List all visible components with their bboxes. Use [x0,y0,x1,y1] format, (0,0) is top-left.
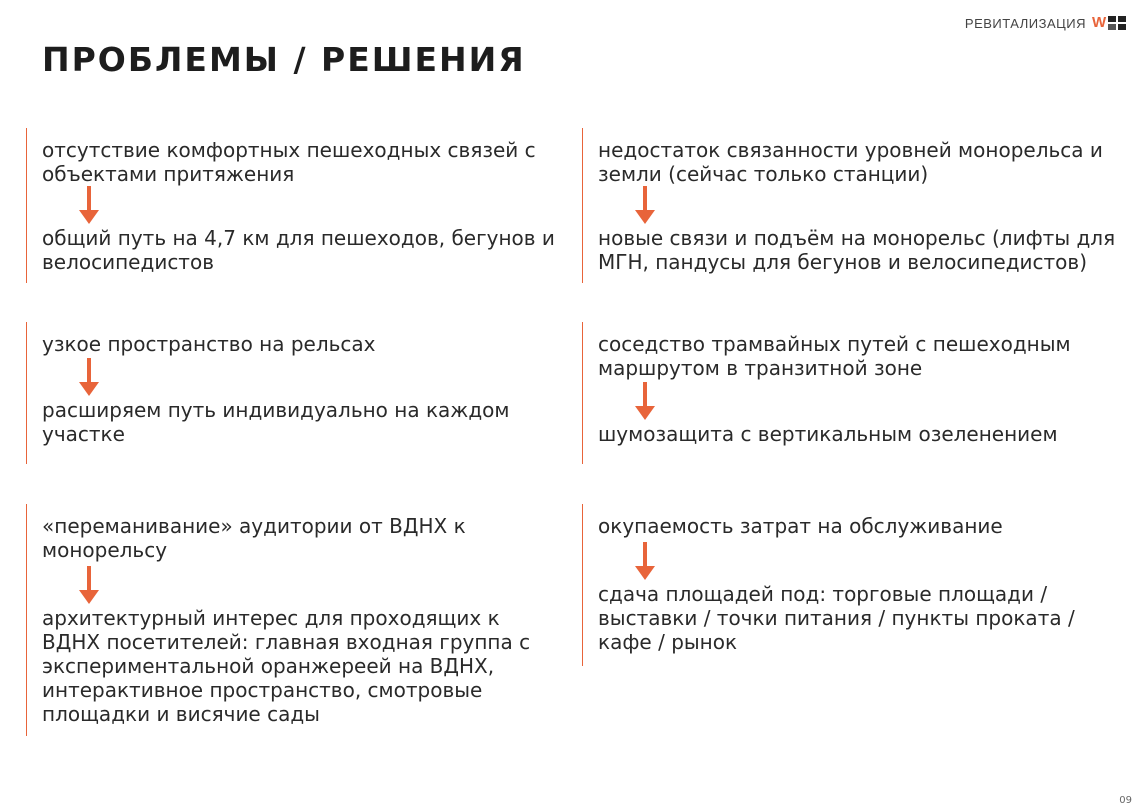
solution-text: шумозащита с вертикальным озеленением [598,422,1058,446]
problem-text: соседство трамвайных путей с пешеходным маршрутом в транзитной зоне [598,332,1071,380]
solution-text: расширяем путь индивидуально на каждом участке [42,398,510,446]
arrow-down-icon [635,542,655,582]
problem-solution-block [582,322,1134,464]
page-number: 09 [1119,795,1132,806]
logo-letter: W [1092,14,1107,31]
problem-text: узкое пространство на рельсах [42,332,376,356]
arrow-down-icon [635,382,655,422]
problem-text: окупаемость затрат на обслуживание [598,514,1003,538]
solution-text: новые связи и подъём на монорельс (лифты для МГН, пандусы для бегунов и велосипедистов) [598,226,1116,274]
arrow-down-icon [79,566,99,606]
problem-solution-block [582,504,1134,666]
page-title: ПРОБЛЕМЫ / РЕШЕНИЯ [42,40,526,79]
arrow-down-icon [79,358,99,398]
arrow-down-icon [79,186,99,226]
problem-text: «переманивание» аудитории от ВДНХ к монорельсу [42,514,466,562]
problem-solution-block [582,128,1134,283]
solution-text: сдача площадей под: торговые площади / выставки / точки питания / пункты проката / кафе / рынок [598,582,1075,654]
logo-blocks-icon [1108,16,1126,30]
problem-text: отсутствие комфортных пешеходных связей с объектами притяжения [42,138,536,186]
problem-solution-block [26,322,571,464]
brand-logo [1092,15,1126,31]
section-label: РЕВИТАЛИЗАЦИЯ [964,16,1086,31]
solution-text: архитектурный интерес для проходящих к ВДНХ посетителей: главная входная группа с экспериментальной оранжереей на ВДНХ, интерактивное пространство, смотровые площадки и висячие сады [42,606,531,726]
problem-text: недостаток связанности уровней монорельса и земли (сейчас только станции) [598,138,1103,186]
problem-solution-block [26,128,571,283]
solution-text: общий путь на 4,7 км для пешеходов, бегунов и велосипедистов [42,226,555,274]
arrow-down-icon [635,186,655,226]
problem-solution-block [26,504,571,736]
